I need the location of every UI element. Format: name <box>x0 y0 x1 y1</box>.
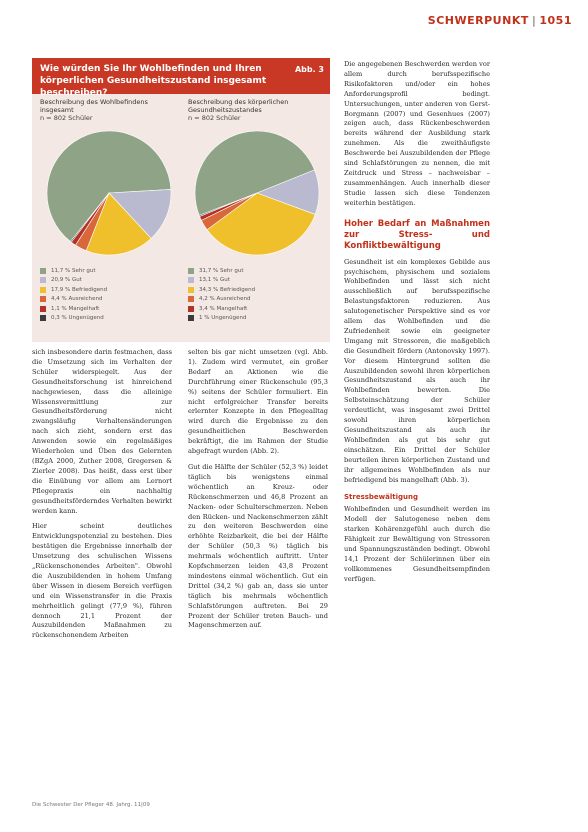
pie-chart-wellbeing <box>40 124 178 262</box>
legend-label: 34,3 % Befriedigend <box>199 286 256 293</box>
legend-swatch <box>40 268 46 274</box>
legend-swatch <box>188 315 194 321</box>
legend-item <box>188 285 328 295</box>
legend-item <box>40 285 180 295</box>
chart-subtitle: n = 802 Schüler <box>40 114 93 122</box>
legend-swatch <box>40 287 46 293</box>
legend-swatch <box>188 296 194 302</box>
paragraph: Gut die Hälfte der Schüler (52,3 %) leidet täglich bis wenigstens einmal wöchentlich an Kreuz- oder Rückenschmerzen und 46,8 Prozent an Nacken- oder Schulterschmerzen. Neben den Rücken- und Nackenschmerzen zählt zu den weiteren Beschwerden eine erhöhte Reizbarkeit, die bei der Hälfte der Schüler (50,3 %) täglich bis mehrmals wöchentlich auftritt. Unter Kopfschmerzen leiden 43,8 Prozent mindestens einmal wöchentlich. Gut ein Drittel (34,2 %) gab an, dass sie unter täglich bis mehrmals wöchentlich Schlafstörungen auftreten. Bei 29 Prozent der Schüler treten Bauch- und Magenschmerzen auf. <box>188 462 328 630</box>
paragraph: Gesundheit ist ein komplexes Gebilde aus psychischem, physischem und sozialem Wohlbefinden und lässt sich nicht ausschließlich auf berufsspezifische Belastungsfaktoren reduzieren. Aus salutogenetischer Perspektive sind es vor allem das Wohlbefinden und die Zufriedenheit sowie ein geeigneter Umgang mit Stressoren, die maßgeblich die Gesundheit fördern (Antonovsky 1997). Vor diesem Hintergrund sollten die Auszubildenden sowohl ihren körperlichen Gesundheitszustand als auch ihr Wohlbefinden bewerten. Die Selbsteinschätzung der Schüler verdeutlicht, was insgesamt zwei Drittel sowohl ihren körperlichen Gesundheitszustand als auch ihr Wohlbefinden als gut bis sehr gut einschätzen. Ein Drittel der Schüler beurteilen ihren körperlichen Zustand und ihr allgemeines Wohlbefinden als nur befriedigend bis mangelhaft (Abb. 3). <box>344 257 490 484</box>
legend-swatch <box>40 315 46 321</box>
text-column-2 <box>188 348 328 637</box>
legend-label: 20,9 % Gut <box>51 277 82 284</box>
legend-label: 0,3 % Ungenügend <box>51 315 104 322</box>
paragraph: sich insbesondere darin festmachen, dass die Umsetzung sich im Verhalten der Schüler widerspiegelt. Aus der Gesundheitsforschung ist hinreichend nachgewiesen, dass die alleinige Wissensvermittlung zur Gesundheitsförderung nicht zwangsläufig Verhaltensänderungen nach sich zieht, sondern erst das Anwenden sowie ein regelmäßiges Wiederholen und Üben des Gelernten (BZgA 2000, Zuther 2008, Gregersen & Zierler 2008). Das heißt, dass erst über die Einübung vor allem am Lernort Pflegepraxis ein nachhaltig gesundheitsförderndes Verhalten bewirkt werden kann. <box>32 348 172 515</box>
paragraph: Wohlbefinden und Gesundheit werden im Modell der Salutogenese neben dem starken Kohärenzgefühl auch durch die Fähigkeit zur Bewältigung von Stressoren und Spannungszuständen bedingt. Obwohl 14,1 Prozent der Schülerinnen über ein vollkommenes Gesundheitsempfinden verfügen. <box>344 505 490 583</box>
legend-swatch <box>188 277 194 283</box>
legend-label: 13,1 % Gut <box>199 277 230 284</box>
subsection-heading: Stressbewältigung <box>344 493 419 502</box>
chart-subtitle: n = 802 Schüler <box>188 114 241 122</box>
paragraph: selten bis gar nicht umsetzen (vgl. Abb. 1). Zudem wird vermutet, ein großer Bedarf an Aktionen wie die Durchführung einer Rückenschule (95,3 %) seitens der Schüler formuliert. Ein nicht erfolgreicher Transfer bereits erlernter Konzepte in den Pflegealltag wird durch die Ergebnisse zu den gesundheitlichen Beschwerden bekräftigt, die im Rahmen der Studie abgefragt wurden (Abb. 2). <box>188 348 328 456</box>
figure-box <box>32 58 330 342</box>
figure-header <box>32 58 330 98</box>
legend-label: 3,4 % Mangelhaft <box>199 305 248 312</box>
page-number: 1051 <box>539 14 572 27</box>
legend-wellbeing <box>40 266 180 323</box>
paragraph: Die angegebenen Beschwerden werden vor allem durch berufsspezifische Risikofaktoren und/oder ein hohes Anforderungsprofil bedingt. Untersuchungen, unter anderen von Gerst-Borgmann (2007) und Gesenhues (2007) zeigen auch, dass Rückenbeschwerden bereits während der Ausbildung stark zunehmen. Als die zweithäufigste Beschwerde bei Auszubildenden der Pflege sind Schlafstörungen zu nennen, die mit Zeitdruck und Stress – nachweisbar – zusammenhängen. Auch innerhalb dieser Studie lassen sich diese Tendenzen weiterhin bestätigen. <box>344 60 490 207</box>
text-column-1 <box>32 348 172 647</box>
running-header <box>428 14 572 27</box>
legend-label: 17,9 % Befriedigend <box>51 286 108 293</box>
legend-item <box>40 295 180 305</box>
chart-title: Beschreibung des Wohlbefindens insgesamt <box>40 98 148 114</box>
legend-label: 4,2 % Ausreichend <box>199 296 251 303</box>
legend-item <box>188 276 328 286</box>
legend-item <box>40 276 180 286</box>
header-separator: | <box>531 14 537 27</box>
legend-item <box>188 295 328 305</box>
legend-swatch <box>188 287 194 293</box>
legend-label: 31,7 % Sehr gut <box>199 267 244 274</box>
figure-tag: Abb. 3 <box>294 65 324 74</box>
figure-title: Wie würden Sie Ihr Wohlbefinden und Ihren körperlichen Gesundheitszustand insgesamt beschreiben? <box>40 64 267 98</box>
section-heading: Hoher Bedarf an Maßnahmen zur Stress- und Konfliktbewältigung <box>344 218 490 251</box>
chart-title: Beschreibung des körperlichen Gesundheitszustandes <box>188 98 289 114</box>
section-name: SCHWERPUNKT <box>427 14 529 27</box>
legend-label: 1,1 % Mangelhaft <box>51 305 100 312</box>
legend-item <box>40 266 180 276</box>
legend-health <box>188 266 328 323</box>
legend-swatch <box>188 268 194 274</box>
legend-label: 4,4 % Ausreichend <box>51 296 103 303</box>
paragraph: Hier scheint deutliches Entwicklungspotenzial zu bestehen. Dies bestätigen die Ergebnisse innerhalb der Umsetzung des schulischen Wissens „Rückenschonendes Arbeiten". Obwohl die Auszubildenden in hohem Umfang über Wissen in diesem Bereich verfügen und ein Wissenstransfer in die Praxis mehrheitlich gelingt (77,9 %), führen dennoch 21,1 Prozent der Auszubildenden Maßnahmen zu rückenschonendem Arbeiten <box>32 522 172 640</box>
legend-label: 1 % Ungenügend <box>199 315 247 322</box>
chart-panel-wellbeing <box>40 98 180 323</box>
legend-item <box>188 304 328 314</box>
chart-panel-health <box>188 98 328 323</box>
legend-swatch <box>40 296 46 302</box>
legend-item <box>40 314 180 324</box>
legend-item <box>188 266 328 276</box>
legend-item <box>40 304 180 314</box>
legend-swatch <box>40 277 46 283</box>
legend-label: 11,7 % Sehr gut <box>51 267 96 274</box>
pie-chart-health <box>188 124 326 262</box>
page-footer: Die Schwester Der Pfleger 48. Jahrg. 11|09 <box>32 802 150 808</box>
text-column-3 <box>344 60 490 591</box>
legend-swatch <box>40 306 46 312</box>
legend-swatch <box>188 306 194 312</box>
legend-item <box>188 314 328 324</box>
